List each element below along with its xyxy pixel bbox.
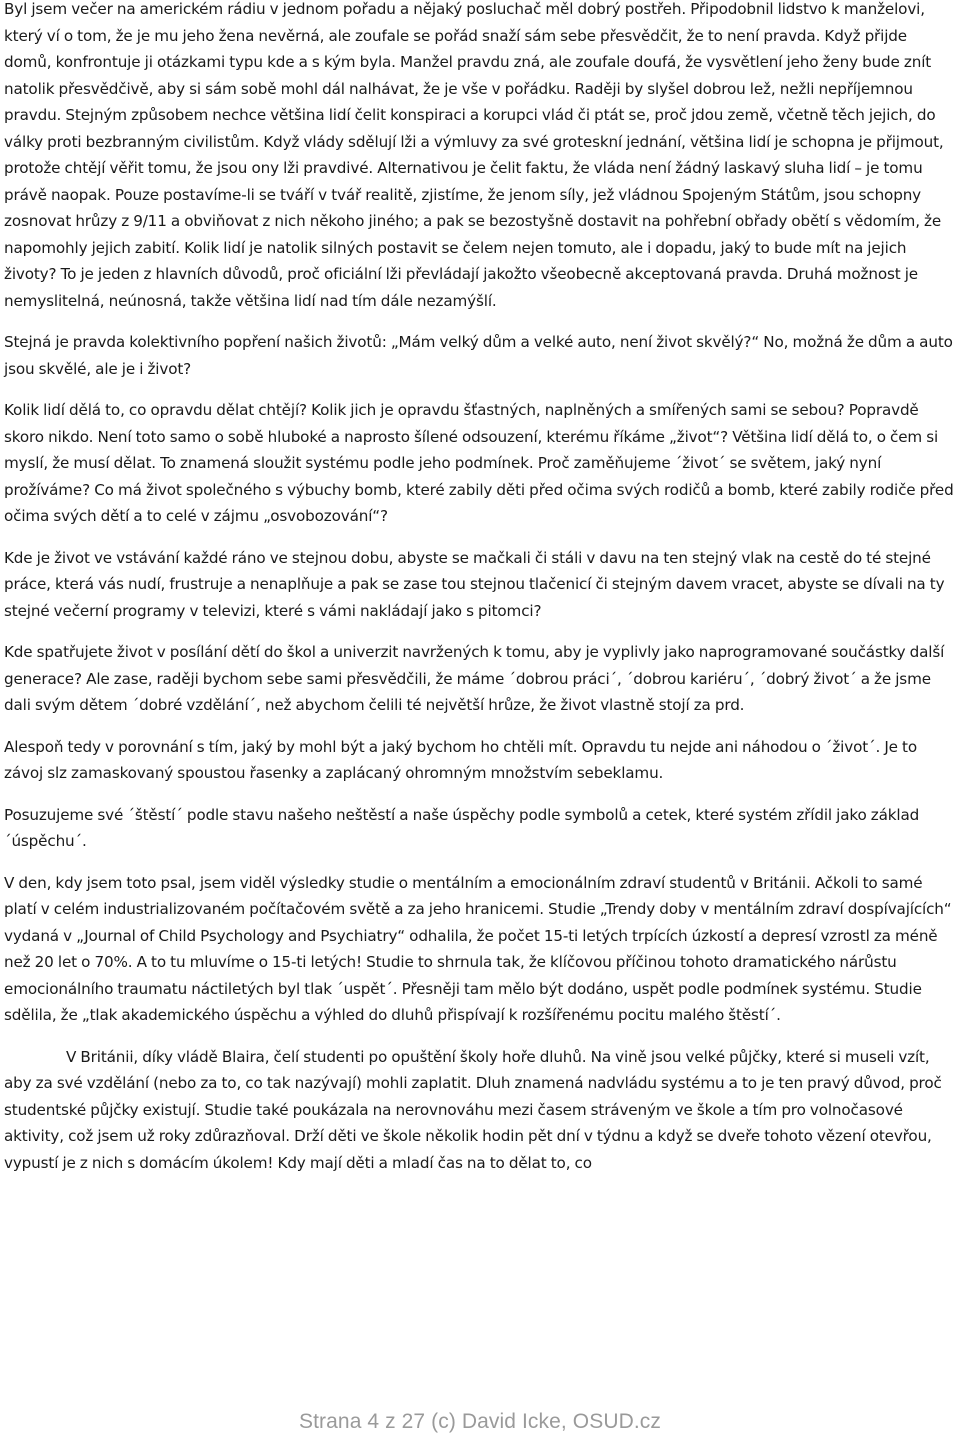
paragraph-3: Kolik lidí dělá to, co opravdu dělat chtějí? Kolik jich je opravdu šťastných, naplněných a smířených sami se sebou? Popravdě skoro nikdo. Není toto samo o sobě hluboké a naprosto šílené odsouzení, kterému říkáme „život“? Většina lidí dělá to, o čem si myslí, že musí dělat. To znamená sloužit systému podle jeho podmínek. Proč zaměňujeme ´život´ se světem, jaký nyní prožíváme? Co má život společného s výbuchy bomb, které zabily děti před očima svých rodičů a bomb, které zabily rodiče před očima svých dětí a to celé v zájmu „osvobozování“? [4, 401, 954, 525]
paragraph-1: Byl jsem večer na americkém rádiu v jednom pořadu a nějaký posluchač měl dobrý postřeh. Připodobnil lidstvo k manželovi, který ví o tom, že je mu jeho žena nevěrná, ale zoufale se pořád snaží sám sebe přesvědčit, že to není pravda. Když přijde domů, konfrontuje ji otázkami typu kde a s kým byla. Manžel pravdu zná, ale zoufale doufá, že vysvětlení jeho ženy bude znít natolik přesvědčivě, aby si sám sobě mohl dál nalhávat, že je vše v pořádku. Raději by slyšel dobrou lež, nežli nepříjemnou pravdu. Stejným způsobem nechce většina lidí čelit konspiraci a korupci vlád či ptát se, proč jdou země, včetně těch jejich, do války proti bezbranným civilistům. Když vlády sdělují lži a výmluvy za své groteskní jednání, většina lidí je schopna je přijmout, protože chtějí věřit tomu, že jsou ony lži pravdivé. Alternativou je čelit faktu, že vláda není žádný laskavý sluha lidí – je tomu právě naopak. Pouze postavíme-li se tváří v tvář realitě, zjistíme, že jenom síly, jež vládnou Spojeným Státům, jsou schopny zosnovat hrůzy z 9/11 a obviňovat z nich někoho jiného; a pak se bezostyšně dostavit na pohřební obřady obětí s vědomím, že napomohly jejich zabití. Kolik lidí je natolik silných postavit se čelem nejen tomuto, ale i dopadu, jaký to bude mít na jejich životy? To je jeden z hlavních důvodů, proč oficiální lži převládají jakožto všeobecně akceptovaná pravda. Druhá možnost je nemyslitelná, neúnosná, takže většina lidí nad tím dále nezamýšlí. [4, 0, 944, 310]
paragraph-7: Posuzujeme své ´štěstí´ podle stavu našeho neštěstí a naše úspěchy podle symbolů a cetek, které systém zřídil jako základ ´úspěchu´. [4, 805, 920, 850]
paragraph-9: V Británii, díky vládě Blaira, čelí studenti po opuštění školy hoře dluhů. Na vině jsou velké půjčky, které si museli vzít, aby za své vzdělání (nebo za to, co tak nazývají) mohli zaplatit. Dluh znamená nadvládu systému a to je ten pravý důvod, proč studentské půjčky existují. Studie také poukázala na nerovnováhu mezi časem stráveným ve škole a tím pro volnočasové aktivity, což jsem už roky zdůrazňoval. Drží děti ve škole několik hodin pět dní v týdnu a když se dveře tohoto vězení otevřou, vypustí je z nich s domácím úkolem! Kdy mají děti a mladí čas na to dělat to, co [4, 1047, 942, 1172]
paragraph-6: Alespoň tedy v porovnání s tím, jaký by mohl být a jaký bychom ho chtěli mít. Opravdu tu nejde ani náhodou o ´život´. Je to závoj slz zamaskovaný spoustou řasenky a zaplácaný ohromným množstvím sebeklamu. [4, 737, 917, 782]
paragraph-5: Kde spatřujete život v posílání dětí do škol a univerzit navržených k tomu, aby je vyplivly jako naprogramované součástky další generace? Ale zase, raději bychom sebe sami přesvědčili, že máme ´dobrou práci´, ´dobrou kariéru´, ´dobrý život´ a že jsme dali svým dětem ´dobré vzdělání´, než abychom čelili té největší hrůze, že život vlastně stojí za prd. [4, 643, 945, 714]
document-body [4, 0, 956, 1176]
paragraph-4: Kde je život ve vstávání každé ráno ve stejnou dobu, abyste se mačkali či stáli v davu na ten stejný vlak na cestě do té stejné práce, která vás nudí, frustruje a nenaplňuje a pak se zase tou stejnou tlačenicí či stejným davem vracet, abyste se dívali na ty stejné večerní programy v televizi, které s vámi nakládají jako s pitomci? [4, 548, 945, 620]
paragraph-8: V den, kdy jsem toto psal, jsem viděl výsledky studie o mentálním a emocionálním zdraví studentů v Británii. Ačkoli to samé platí v celém industrializovaném počítačovém světě a za jeho hranicemi. Studie „Trendy doby v mentálním zdraví dospívajících“ vydaná v „Journal of Child Psychology and Psychiatry“ odhalila, že počet 15-ti letých trpících úzkostí a depresí vzrostl za méně než 20 let o 70%. A to tu mluvíme o 15-ti letých! Studie to shrnula tak, že klíčovou příčinou tohoto dramatického nárůstu emocionálního traumatu náctiletých byl tlak ´uspět´. Přesněji tam mělo být dodáno, uspět podle podmínek systému. Studie sdělila, že „tlak akademického úspěchu a výhled do dluhů přispívají k rozšířenému pocitu malého štěstí´. [4, 873, 952, 1024]
paragraph-2: Stejná je pravda kolektivního popření našich životů: „Mám velký dům a velké auto, není život skvělý?“ No, možná že dům a auto jsou skvělé, ale je i život? [4, 333, 953, 378]
page-footer: Strana 4 z 27 (c) David Icke, OSUD.cz [299, 1410, 661, 1433]
